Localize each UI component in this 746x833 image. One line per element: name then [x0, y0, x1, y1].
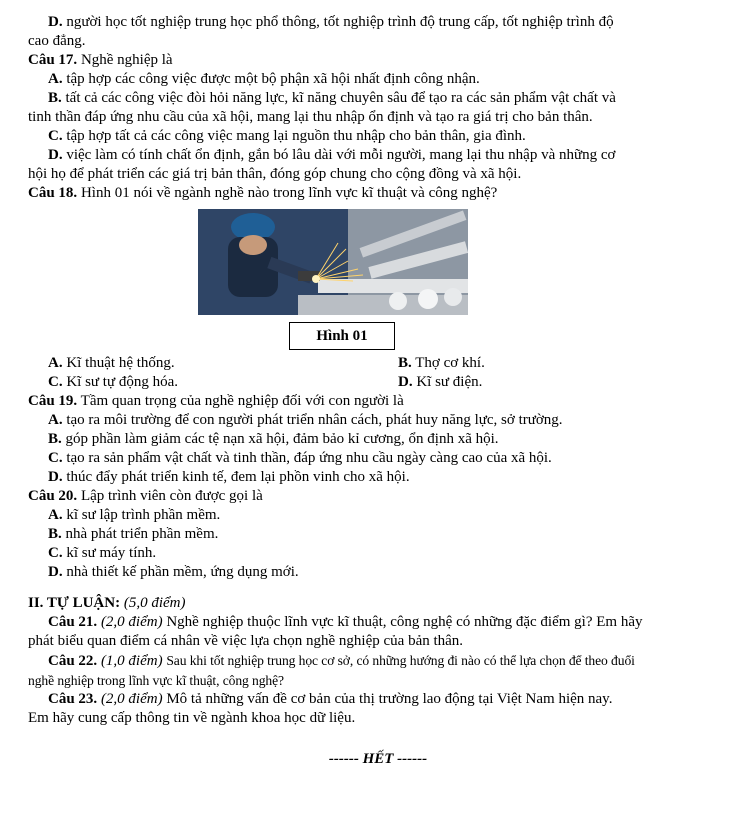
q18-options-row2 — [28, 373, 728, 392]
q23-cont: Em hãy cung cấp thông tin về ngành khoa học dữ liệu. — [28, 710, 356, 726]
q19-option-d: D. thúc đẩy phát triển kinh tế, đem lại phồn vinh cho xã hội. — [48, 469, 410, 485]
q17-option-b-cont: tinh thần đáp ứng nhu cầu của xã hội, mang lại thu nhập ổn định và tạo ra giá trị cho bản thân. — [28, 109, 593, 125]
q17-option-d-cont: hội họ để phát triển các giá trị bản thân, đóng góp chung cho cộng đồng và xã hội. — [28, 166, 522, 182]
q20-option-b: B. nhà phát triển phần mềm. — [48, 526, 219, 542]
q21-cont: phát biểu quan điểm cá nhân về việc lựa chọn nghề nghiệp của bản thân. — [28, 633, 464, 649]
q20-option-a: A. kĩ sư lập trình phần mềm. — [48, 507, 221, 523]
q19-option-b: B. góp phần làm giảm các tệ nạn xã hội, đảm bảo kỉ cương, ổn định xã hội. — [48, 431, 499, 447]
q22-cont: nghề nghiệp trong lĩnh vực kĩ thuật, công nghệ? — [28, 673, 284, 688]
q18-option-a: A. Kĩ thuật hệ thống. — [48, 355, 175, 371]
exam-page — [28, 13, 728, 769]
q18-stem: Câu 18. Hình 01 nói về ngành nghề nào trong lĩnh vực kĩ thuật và công nghệ? — [28, 185, 498, 201]
figure-01 — [28, 209, 728, 354]
part2-heading: II. TỰ LUẬN: (5,0 điểm) — [28, 595, 186, 611]
q17-option-a: A. tập hợp các công việc được một bộ phận xã hội nhất định công nhận. — [48, 71, 480, 87]
welder-grinding-photo — [198, 209, 468, 315]
q17-option-d: D. việc làm có tính chất ổn định, gắn bó lâu dài với mỗi người, mang lại thu nhập và những cơ — [48, 147, 616, 163]
q18-option-b: B. Thợ cơ khí. — [398, 355, 485, 371]
q18-options-row1 — [28, 354, 728, 373]
q20-option-d: D. nhà thiết kế phần mềm, ứng dụng mới. — [48, 564, 299, 580]
end-marker: ------ HẾT ------ — [328, 751, 428, 767]
q19-option-a: A. tạo ra môi trường để con người phát triển nhân cách, phát huy năng lực, sở trường. — [48, 412, 563, 428]
q23: Câu 23. (2,0 điểm) Mô tả những vấn đề cơ bản của thị trường lao động tại Việt Nam hiện nay. — [48, 691, 613, 707]
q17-option-c: C. tập hợp tất cả các công việc mang lại nguồn thu nhập cho bản thân, gia đình. — [48, 128, 526, 144]
q16-option-d: D. người học tốt nghiệp trung học phổ thông, tốt nghiệp trình độ trung cấp, tốt nghiệp trình độ — [48, 14, 614, 30]
q19-option-c: C. tạo ra sản phẩm vật chất và tinh thần, đáp ứng nhu cầu ngày càng cao của xã hội. — [48, 450, 552, 466]
q22: Câu 22. (1,0 điểm) Sau khi tốt nghiệp trung học cơ sở, có những hướng đi nào có thể lựa chọn để theo đuổi — [48, 653, 635, 669]
q18-option-c: C. Kĩ sư tự động hóa. — [48, 374, 179, 390]
q17-stem: Câu 17. Nghề nghiệp là — [28, 52, 173, 68]
figure-caption: Hình 01 — [289, 322, 395, 350]
q19-stem: Câu 19. Tầm quan trọng của nghề nghiệp đối với con người là — [28, 393, 404, 409]
q18-option-d: D. Kĩ sư điện. — [398, 374, 483, 390]
q16-option-d-cont: cao đẳng. — [28, 33, 86, 49]
q17-option-b: B. tất cả các công việc đòi hỏi năng lực, kĩ năng chuyên sâu để tạo ra các sản phẩm vật chất và — [48, 90, 616, 106]
q21: Câu 21. (2,0 điểm) Nghề nghiệp thuộc lĩnh vực kĩ thuật, công nghệ có những đặc điểm gì? Em hãy — [48, 614, 643, 630]
q20-option-c: C. kĩ sư máy tính. — [48, 545, 157, 561]
q20-stem: Câu 20. Lập trình viên còn được gọi là — [28, 488, 263, 504]
